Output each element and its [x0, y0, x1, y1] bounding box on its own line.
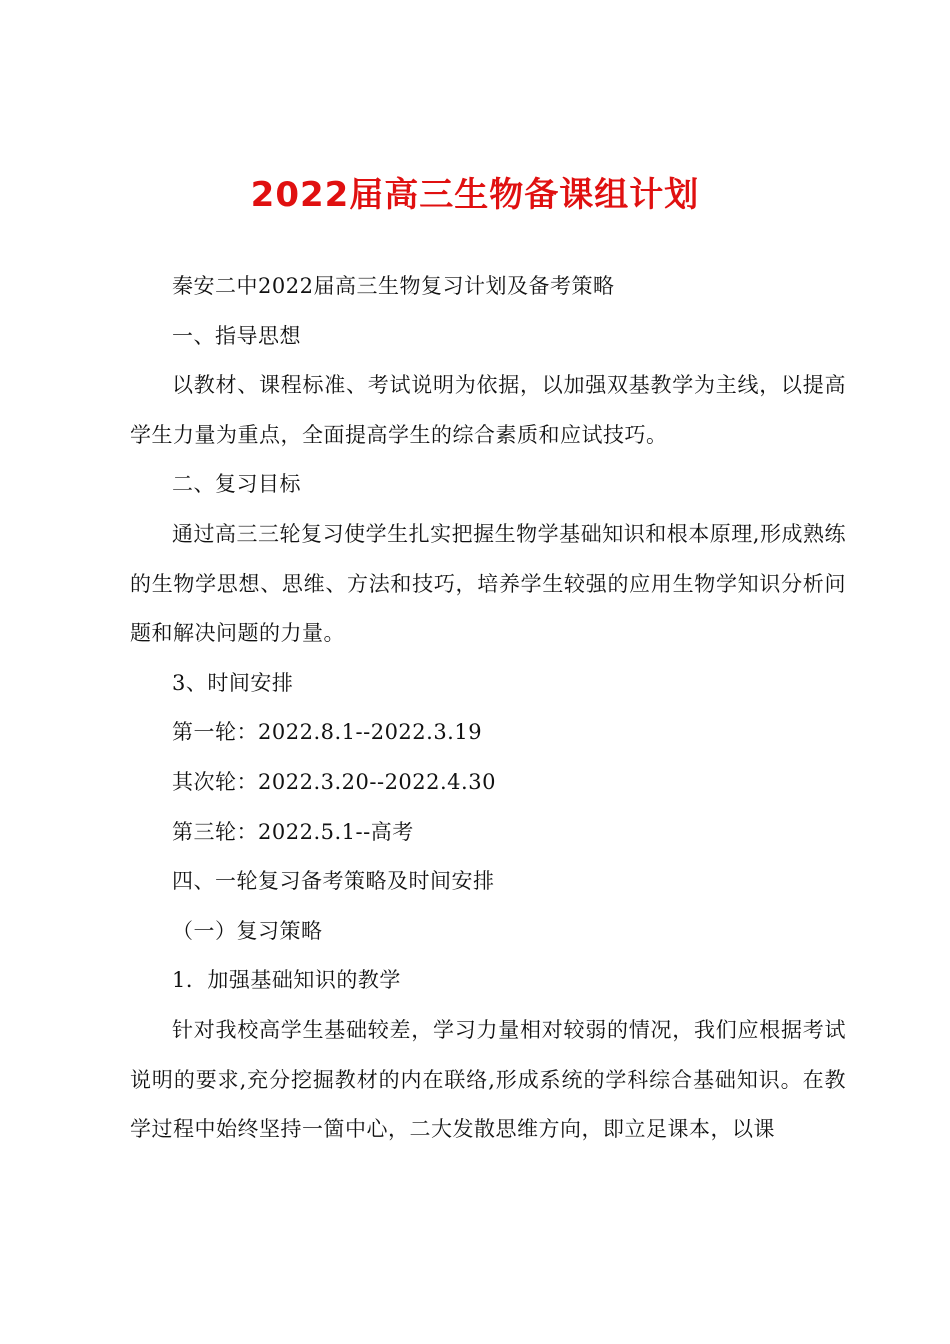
- paragraph-guiding-thought: 以教材、课程标准、考试说明为依据，以加强双基教学为主线，以提高学生力量为重点，全面提高学生的综合素质和应试技巧。: [130, 373, 846, 447]
- schedule-round-1: 第一轮：2022.8.1--2022.3.19: [172, 720, 483, 745]
- paragraph-review-goals: 通过高三三轮复习使学生扎实把握生物学基础知识和根本原理,形成熟练的生物学思想、思维、方法和技巧，培养学生较强的应用生物学知识分析问题和解决问题的力量。: [130, 521, 846, 646]
- schedule-round-2: 其次轮：2022.3.20--2022.4.30: [172, 769, 496, 794]
- document-title: 2022届高三生物备课组计划: [250, 175, 700, 215]
- paragraph-basic-knowledge: 针对我校高学生基础较差，学习力量相对较弱的情况，我们应根据考试说明的要求,充分挖掘教材的内在联络,形成系统的学科综合基础知识。在教学过程中始终坚持一箇中心，二大发散思维方向，即立足课本，以课: [130, 1017, 846, 1142]
- section-heading-strategy: 四、一轮复习备考策略及时间安排: [172, 869, 495, 894]
- section-heading-review-goals: 二、复习目标: [172, 472, 301, 497]
- subsection-heading-review-strategy: （一）复习策略: [172, 918, 323, 943]
- subtitle-paragraph: 秦安二中2022届高三生物复习计划及备考策略: [172, 274, 615, 298]
- schedule-round-3: 第三轮：2022.5.1--高考: [172, 819, 414, 844]
- section-heading-schedule: 3、时间安排: [172, 670, 294, 695]
- item-heading-basic-knowledge: 1．加强基础知识的教学: [172, 968, 401, 993]
- section-heading-guiding-thought: 一、指导思想: [172, 323, 301, 348]
- document-body: [130, 262, 846, 1155]
